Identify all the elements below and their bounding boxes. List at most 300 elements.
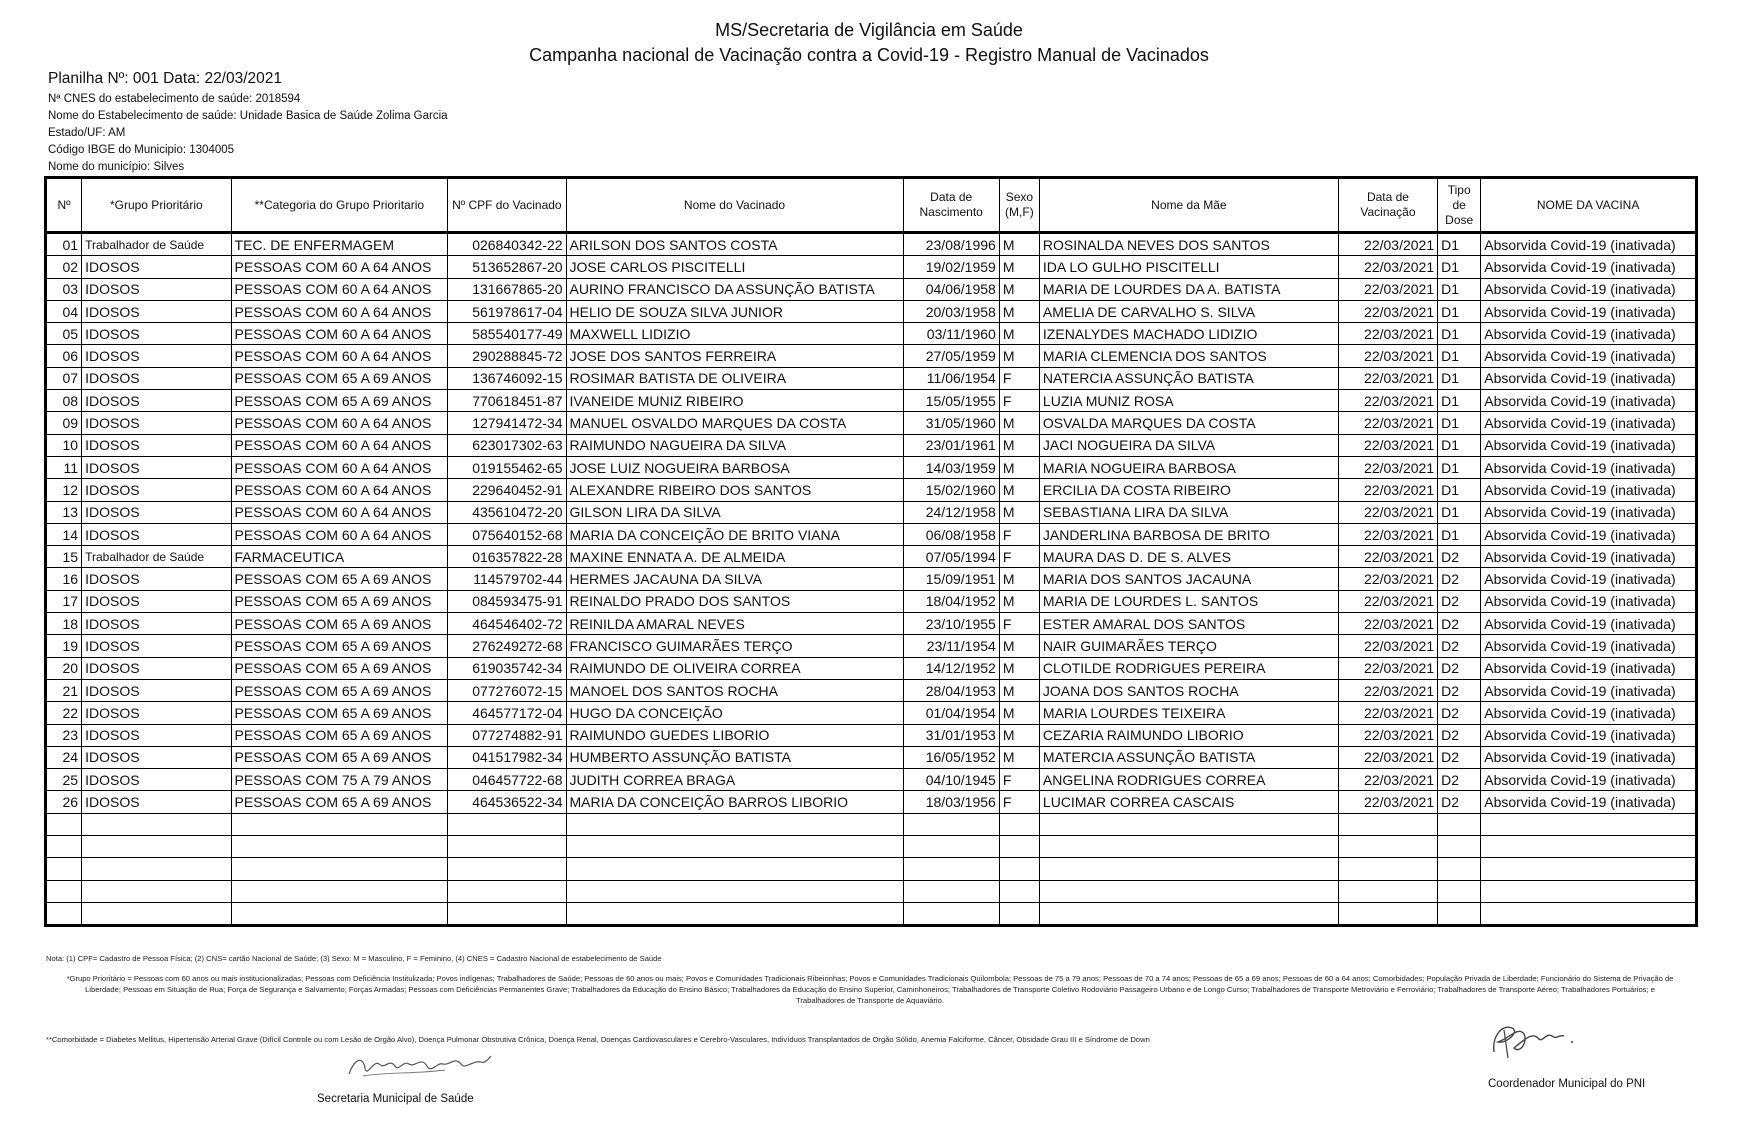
empty-cell	[903, 813, 999, 835]
cell-priority-group: IDOSOS	[82, 345, 231, 367]
cell-cpf: 016357822-28	[448, 546, 566, 568]
cell-sex: M	[999, 702, 1039, 724]
cell-priority-group: IDOSOS	[82, 501, 231, 523]
cell-priority-group: IDOSOS	[82, 523, 231, 545]
cell-mother-name: MARIA CLEMENCIA DOS SANTOS	[1039, 345, 1338, 367]
right-signature-icon	[1484, 1018, 1580, 1062]
cell-vaccinated-name: AURINO FRANCISCO DA ASSUNÇÃO BATISTA	[566, 278, 903, 300]
empty-cell	[46, 813, 82, 835]
table-row	[46, 233, 1697, 256]
cell-row-number: 08	[46, 390, 82, 412]
cell-dose-type: D1	[1438, 412, 1481, 434]
empty-cell	[46, 902, 82, 925]
empty-cell	[448, 902, 566, 925]
cell-birth-date: 07/05/1994	[903, 546, 999, 568]
cell-vaccinated-name: JOSE DOS SANTOS FERREIRA	[566, 345, 903, 367]
cell-dose-type: D2	[1438, 724, 1481, 746]
municipality-line: Nome do município: Silves	[48, 161, 185, 173]
empty-table-row	[46, 858, 1697, 880]
cell-vaccinated-name: MANOEL DOS SANTOS ROCHA	[566, 679, 903, 701]
table-row	[46, 479, 1697, 501]
right-signature-label: Coordenador Municipal do PNI	[1488, 1078, 1646, 1090]
empty-cell	[1438, 880, 1481, 902]
col-header-number: Nº	[46, 178, 82, 233]
cell-group-category: PESSOAS COM 65 A 69 ANOS	[231, 367, 448, 389]
cell-vaccination-date: 22/03/2021	[1338, 791, 1437, 813]
empty-cell	[1039, 836, 1338, 858]
cell-dose-type: D2	[1438, 769, 1481, 791]
cell-priority-group: IDOSOS	[82, 613, 231, 635]
table-row	[46, 635, 1697, 657]
empty-cell	[82, 813, 231, 835]
empty-cell	[231, 813, 448, 835]
table-row	[46, 746, 1697, 768]
table-row	[46, 323, 1697, 345]
cell-priority-group: IDOSOS	[82, 724, 231, 746]
cell-priority-group: IDOSOS	[82, 746, 231, 768]
cell-dose-type: D1	[1438, 523, 1481, 545]
cell-mother-name: LUCIMAR CORREA CASCAIS	[1039, 791, 1338, 813]
cell-vaccinated-name: ALEXANDRE RIBEIRO DOS SANTOS	[566, 479, 903, 501]
cell-group-category: PESSOAS COM 65 A 69 ANOS	[231, 657, 448, 679]
empty-cell	[231, 880, 448, 902]
cell-sex: M	[999, 300, 1039, 322]
cell-sex: F	[999, 613, 1039, 635]
cell-priority-group: IDOSOS	[82, 657, 231, 679]
cell-vaccinated-name: JUDITH CORREA BRAGA	[566, 769, 903, 791]
cell-priority-group: IDOSOS	[82, 300, 231, 322]
cell-dose-type: D2	[1438, 679, 1481, 701]
cell-priority-group: IDOSOS	[82, 568, 231, 590]
cell-row-number: 17	[46, 590, 82, 612]
cell-birth-date: 11/06/1954	[903, 367, 999, 389]
cell-vaccinated-name: RAIMUNDO NAGUEIRA DA SILVA	[566, 434, 903, 456]
empty-cell	[231, 858, 448, 880]
cell-vaccination-date: 22/03/2021	[1338, 479, 1437, 501]
cell-group-category: PESSOAS COM 60 A 64 ANOS	[231, 256, 448, 278]
cell-vaccination-date: 22/03/2021	[1338, 590, 1437, 612]
cell-birth-date: 14/12/1952	[903, 657, 999, 679]
cell-vaccine-name: Absorvida Covid-19 (inativada)	[1481, 390, 1697, 412]
cell-birth-date: 19/02/1959	[903, 256, 999, 278]
empty-cell	[903, 880, 999, 902]
empty-cell	[82, 858, 231, 880]
cell-vaccination-date: 22/03/2021	[1338, 679, 1437, 701]
cell-row-number: 03	[46, 278, 82, 300]
cell-birth-date: 15/09/1951	[903, 568, 999, 590]
cell-vaccination-date: 22/03/2021	[1338, 300, 1437, 322]
cell-vaccine-name: Absorvida Covid-19 (inativada)	[1481, 546, 1697, 568]
cell-birth-date: 23/11/1954	[903, 635, 999, 657]
cell-priority-group: IDOSOS	[82, 791, 231, 813]
cell-mother-name: JACI NOGUEIRA DA SILVA	[1039, 434, 1338, 456]
table-row	[46, 523, 1697, 545]
cell-group-category: TEC. DE ENFERMAGEM	[231, 233, 448, 256]
cell-birth-date: 14/03/1959	[903, 456, 999, 478]
cell-group-category: PESSOAS COM 65 A 69 ANOS	[231, 702, 448, 724]
cell-birth-date: 15/02/1960	[903, 479, 999, 501]
cell-dose-type: D2	[1438, 568, 1481, 590]
cell-vaccination-date: 22/03/2021	[1338, 434, 1437, 456]
cell-row-number: 09	[46, 412, 82, 434]
cell-sex: F	[999, 769, 1039, 791]
cell-dose-type: D1	[1438, 233, 1481, 256]
cell-vaccinated-name: JOSE CARLOS PISCITELLI	[566, 256, 903, 278]
empty-cell	[999, 836, 1039, 858]
empty-cell	[1481, 880, 1697, 902]
cell-birth-date: 01/04/1954	[903, 702, 999, 724]
cell-sex: F	[999, 367, 1039, 389]
cell-sex: M	[999, 456, 1039, 478]
cell-mother-name: ROSINALDA NEVES DOS SANTOS	[1039, 233, 1338, 256]
col-header-birth-date: Data de Nascimento	[903, 178, 999, 233]
document-subtitle: Campanha nacional de Vacinação contra a Covid-19 - Registro Manual de Vacinados	[529, 45, 1209, 65]
cell-row-number: 10	[46, 434, 82, 456]
cell-row-number: 19	[46, 635, 82, 657]
cell-sex: M	[999, 479, 1039, 501]
empty-cell	[903, 836, 999, 858]
empty-cell	[1438, 858, 1481, 880]
empty-cell	[1338, 858, 1437, 880]
cell-birth-date: 18/03/1956	[903, 791, 999, 813]
cell-cpf: 131667865-20	[448, 278, 566, 300]
cell-priority-group: IDOSOS	[82, 390, 231, 412]
cell-cpf: 026840342-22	[448, 233, 566, 256]
footnote-priority-groups: *Grupo Prioritário = Pessoas com 60 anos ou mais institucionalizadas; Pessoas com Deficiência Institulizada; Povos indígenas; Trabalhadores de Saúde; Pessoas de 60 anos ou mais; Povos e Comunidades Tradicionais Ribeirinhas; Povos e Comunidades Tradicionais Quilombola; Pessoas de 75 a 79 anos; Pessoas de 70 a 74 anos; Pessoas de 65 a 69 anos; Pessoas de 60 a 64 anos; Comorbidades; População Privada de Liberdade; Funcionário do Sistema de Privação de Liberdade; Pessoas em Situação de Rua; Força de Segurança e Salvamento; Forças Armadas; Pessoas com Deficiências Permanentes Grave; Trabalhadores da Educação do Ensino Básico; Trabalhadores da Educação do Ensino Superior, Caminhoneiros; Trabalhadores de Transporte Coletivo Rodoviário Passageiro Urbano e de Longo Curso; Trabalhadores de Transporte Metroviário e Ferroviário; Trabalhadores de Transporte Aéreo; Trabalhadores Portuários; e Trabalhadores de Transporte de Aquaviário.	[66, 974, 1674, 1005]
cell-dose-type: D2	[1438, 613, 1481, 635]
empty-cell	[999, 858, 1039, 880]
cell-vaccination-date: 22/03/2021	[1338, 746, 1437, 768]
table-row	[46, 702, 1697, 724]
empty-cell	[1338, 813, 1437, 835]
cell-row-number: 06	[46, 345, 82, 367]
cell-row-number: 22	[46, 702, 82, 724]
cell-priority-group: IDOSOS	[82, 278, 231, 300]
table-row	[46, 769, 1697, 791]
cell-cpf: 276249272-68	[448, 635, 566, 657]
cell-group-category: PESSOAS COM 60 A 64 ANOS	[231, 345, 448, 367]
cell-mother-name: ERCILIA DA COSTA RIBEIRO	[1039, 479, 1338, 501]
cell-mother-name: MARIA DE LOURDES DA A. BATISTA	[1039, 278, 1338, 300]
cell-cpf: 435610472-20	[448, 501, 566, 523]
table-row	[46, 390, 1697, 412]
cell-cpf: 114579702-44	[448, 568, 566, 590]
cell-dose-type: D1	[1438, 367, 1481, 389]
cell-row-number: 05	[46, 323, 82, 345]
cell-group-category: PESSOAS COM 60 A 64 ANOS	[231, 412, 448, 434]
cell-birth-date: 23/08/1996	[903, 233, 999, 256]
cell-priority-group: IDOSOS	[82, 590, 231, 612]
cell-sex: M	[999, 590, 1039, 612]
empty-cell	[1039, 813, 1338, 835]
cell-mother-name: OSVALDA MARQUES DA COSTA	[1039, 412, 1338, 434]
cell-dose-type: D2	[1438, 546, 1481, 568]
cell-mother-name: ANGELINA RODRIGUES CORREA	[1039, 769, 1338, 791]
empty-cell	[566, 836, 903, 858]
cell-sex: M	[999, 278, 1039, 300]
cell-vaccine-name: Absorvida Covid-19 (inativada)	[1481, 769, 1697, 791]
cell-priority-group: Trabalhador de Saúde	[82, 546, 231, 568]
empty-cell	[448, 813, 566, 835]
cell-vaccine-name: Absorvida Covid-19 (inativada)	[1481, 724, 1697, 746]
cell-cpf: 623017302-63	[448, 434, 566, 456]
table-row	[46, 345, 1697, 367]
cell-group-category: PESSOAS COM 65 A 69 ANOS	[231, 613, 448, 635]
cell-mother-name: SEBASTIANA LIRA DA SILVA	[1039, 501, 1338, 523]
cell-cpf: 229640452-91	[448, 479, 566, 501]
cell-group-category: PESSOAS COM 60 A 64 ANOS	[231, 501, 448, 523]
planilha-number-date: Planilha Nº: 001 Data: 22/03/2021	[48, 70, 283, 87]
cell-group-category: PESSOAS COM 75 A 79 ANOS	[231, 769, 448, 791]
cell-group-category: PESSOAS COM 65 A 69 ANOS	[231, 635, 448, 657]
cell-sex: M	[999, 501, 1039, 523]
cell-dose-type: D1	[1438, 390, 1481, 412]
cell-row-number: 01	[46, 233, 82, 256]
cell-vaccinated-name: RAIMUNDO DE OLIVEIRA CORREA	[566, 657, 903, 679]
cell-mother-name: NATERCIA ASSUNÇÃO BATISTA	[1039, 367, 1338, 389]
cell-mother-name: MARIA LOURDES TEIXEIRA	[1039, 702, 1338, 724]
cell-vaccine-name: Absorvida Covid-19 (inativada)	[1481, 746, 1697, 768]
cell-vaccine-name: Absorvida Covid-19 (inativada)	[1481, 278, 1697, 300]
cell-cpf: 561978617-04	[448, 300, 566, 322]
cell-birth-date: 28/04/1953	[903, 679, 999, 701]
cell-sex: F	[999, 523, 1039, 545]
cell-vaccine-name: Absorvida Covid-19 (inativada)	[1481, 613, 1697, 635]
cell-sex: M	[999, 412, 1039, 434]
cell-birth-date: 18/04/1952	[903, 590, 999, 612]
cell-group-category: PESSOAS COM 65 A 69 ANOS	[231, 791, 448, 813]
cell-cpf: 619035742-34	[448, 657, 566, 679]
cell-vaccinated-name: FRANCISCO GUIMARÃES TERÇO	[566, 635, 903, 657]
cell-dose-type: D2	[1438, 702, 1481, 724]
cell-vaccination-date: 22/03/2021	[1338, 345, 1437, 367]
cell-mother-name: MARIA NOGUEIRA BARBOSA	[1039, 456, 1338, 478]
table-row	[46, 434, 1697, 456]
cell-cpf: 075640152-68	[448, 523, 566, 545]
cell-priority-group: IDOSOS	[82, 769, 231, 791]
cell-mother-name: AMELIA DE CARVALHO S. SILVA	[1039, 300, 1338, 322]
cell-mother-name: ESTER AMARAL DOS SANTOS	[1039, 613, 1338, 635]
empty-cell	[1338, 902, 1437, 925]
empty-table-row	[46, 902, 1697, 925]
cell-group-category: FARMACEUTICA	[231, 546, 448, 568]
col-header-vaccine-name: NOME DA VACINA	[1481, 178, 1697, 233]
cell-vaccination-date: 22/03/2021	[1338, 501, 1437, 523]
document-title: MS/Secretaria de Vigilância em Saúde	[715, 20, 1023, 40]
empty-cell	[1438, 813, 1481, 835]
cell-dose-type: D2	[1438, 590, 1481, 612]
table-row	[46, 679, 1697, 701]
col-header-priority-group: *Grupo Prioritário	[82, 178, 231, 233]
col-header-dose-type: Tipo de Dose	[1438, 178, 1481, 233]
cell-mother-name: MAURA DAS D. DE S. ALVES	[1039, 546, 1338, 568]
col-header-vaccinated-name: Nome do Vacinado	[566, 178, 903, 233]
empty-cell	[46, 880, 82, 902]
establishment-name-line: Nome do Estabelecimento de saúde: Unidade Basica de Saúde Zolima Garcia	[48, 110, 448, 122]
table-row	[46, 412, 1697, 434]
cell-mother-name: JOANA DOS SANTOS ROCHA	[1039, 679, 1338, 701]
cell-vaccinated-name: HUMBERTO ASSUNÇÃO BATISTA	[566, 746, 903, 768]
table-row	[46, 300, 1697, 322]
cell-row-number: 16	[46, 568, 82, 590]
vaccination-register-table	[44, 176, 1698, 927]
cell-vaccinated-name: MAXINE ENNATA A. DE ALMEIDA	[566, 546, 903, 568]
cell-cpf: 077274882-91	[448, 724, 566, 746]
cell-dose-type: D1	[1438, 434, 1481, 456]
cell-cpf: 585540177-49	[448, 323, 566, 345]
cell-dose-type: D2	[1438, 746, 1481, 768]
cell-vaccinated-name: IVANEIDE MUNIZ RIBEIRO	[566, 390, 903, 412]
cell-group-category: PESSOAS COM 60 A 64 ANOS	[231, 434, 448, 456]
cell-priority-group: IDOSOS	[82, 434, 231, 456]
cell-vaccination-date: 22/03/2021	[1338, 523, 1437, 545]
empty-cell	[566, 880, 903, 902]
empty-cell	[999, 813, 1039, 835]
cell-mother-name: CEZARIA RAIMUNDO LIBORIO	[1039, 724, 1338, 746]
empty-cell	[46, 858, 82, 880]
establishment-info	[48, 91, 448, 176]
cell-vaccinated-name: HUGO DA CONCEIÇÃO	[566, 702, 903, 724]
empty-cell	[1438, 836, 1481, 858]
cell-birth-date: 23/01/1961	[903, 434, 999, 456]
empty-cell	[999, 880, 1039, 902]
empty-cell	[1338, 836, 1437, 858]
cell-vaccine-name: Absorvida Covid-19 (inativada)	[1481, 233, 1697, 256]
cell-row-number: 14	[46, 523, 82, 545]
cell-birth-date: 15/05/1955	[903, 390, 999, 412]
cell-priority-group: IDOSOS	[82, 323, 231, 345]
footnote-abbreviations: Nota: (1) CPF= Cadastro de Pessoa Física; (2) CNS= cartão Nacional de Saúde; (3) Sexo: M = Masculino, F = Feminino, (4) CNES = Cadastro Nacional de estabelecimento de Saúde	[46, 954, 662, 963]
cell-mother-name: IDA LO GULHO PISCITELLI	[1039, 256, 1338, 278]
cell-vaccinated-name: RAIMUNDO GUEDES LIBORIO	[566, 724, 903, 746]
cnes-line: Nª CNES do estabelecimento de saúde: 2018594	[48, 93, 301, 105]
cell-mother-name: CLOTILDE RODRIGUES PEREIRA	[1039, 657, 1338, 679]
cell-sex: M	[999, 345, 1039, 367]
cell-group-category: PESSOAS COM 60 A 64 ANOS	[231, 456, 448, 478]
cell-vaccination-date: 22/03/2021	[1338, 769, 1437, 791]
empty-cell	[566, 902, 903, 925]
cell-vaccine-name: Absorvida Covid-19 (inativada)	[1481, 456, 1697, 478]
cell-vaccination-date: 22/03/2021	[1338, 367, 1437, 389]
cell-sex: F	[999, 390, 1039, 412]
cell-vaccine-name: Absorvida Covid-19 (inativada)	[1481, 323, 1697, 345]
empty-cell	[1481, 813, 1697, 835]
cell-row-number: 20	[46, 657, 82, 679]
cell-mother-name: IZENALYDES MACHADO LIDIZIO	[1039, 323, 1338, 345]
cell-sex: M	[999, 434, 1039, 456]
cell-dose-type: D1	[1438, 278, 1481, 300]
cell-priority-group: IDOSOS	[82, 702, 231, 724]
cell-cpf: 290288845-72	[448, 345, 566, 367]
empty-cell	[999, 902, 1039, 925]
cell-sex: M	[999, 679, 1039, 701]
cell-birth-date: 20/03/1958	[903, 300, 999, 322]
state-line: Estado/UF: AM	[48, 127, 126, 139]
empty-cell	[1481, 902, 1697, 925]
cell-vaccination-date: 22/03/2021	[1338, 568, 1437, 590]
empty-table-row	[46, 836, 1697, 858]
cell-cpf: 770618451-87	[448, 390, 566, 412]
cell-birth-date: 31/05/1960	[903, 412, 999, 434]
cell-row-number: 26	[46, 791, 82, 813]
cell-priority-group: IDOSOS	[82, 412, 231, 434]
table-row	[46, 367, 1697, 389]
cell-vaccinated-name: MANUEL OSVALDO MARQUES DA COSTA	[566, 412, 903, 434]
cell-mother-name: JANDERLINA BARBOSA DE BRITO	[1039, 523, 1338, 545]
cell-vaccinated-name: HELIO DE SOUZA SILVA JUNIOR	[566, 300, 903, 322]
cell-row-number: 15	[46, 546, 82, 568]
cell-vaccinated-name: HERMES JACAUNA DA SILVA	[566, 568, 903, 590]
cell-row-number: 21	[46, 679, 82, 701]
cell-vaccination-date: 22/03/2021	[1338, 278, 1437, 300]
cell-vaccine-name: Absorvida Covid-19 (inativada)	[1481, 300, 1697, 322]
empty-cell	[1481, 858, 1697, 880]
ibge-code-line: Código IBGE do Municipio: 1304005	[48, 144, 235, 156]
cell-vaccination-date: 22/03/2021	[1338, 635, 1437, 657]
cell-birth-date: 04/06/1958	[903, 278, 999, 300]
left-signature-label: Secretaria Municipal de Saúde	[317, 1093, 474, 1105]
cell-vaccine-name: Absorvida Covid-19 (inativada)	[1481, 434, 1697, 456]
empty-cell	[448, 880, 566, 902]
cell-group-category: PESSOAS COM 65 A 69 ANOS	[231, 724, 448, 746]
cell-vaccination-date: 22/03/2021	[1338, 657, 1437, 679]
cell-vaccinated-name: ROSIMAR BATISTA DE OLIVEIRA	[566, 367, 903, 389]
cell-vaccination-date: 22/03/2021	[1338, 613, 1437, 635]
cell-dose-type: D2	[1438, 791, 1481, 813]
cell-sex: M	[999, 568, 1039, 590]
cell-vaccine-name: Absorvida Covid-19 (inativada)	[1481, 590, 1697, 612]
cell-vaccinated-name: MARIA DA CONCEIÇÃO DE BRITO VIANA	[566, 523, 903, 545]
cell-vaccine-name: Absorvida Covid-19 (inativada)	[1481, 256, 1697, 278]
cell-dose-type: D2	[1438, 657, 1481, 679]
cell-dose-type: D1	[1438, 479, 1481, 501]
cell-dose-type: D1	[1438, 300, 1481, 322]
cell-sex: M	[999, 657, 1039, 679]
cell-vaccinated-name: REINILDA AMARAL NEVES	[566, 613, 903, 635]
cell-birth-date: 04/10/1945	[903, 769, 999, 791]
cell-vaccine-name: Absorvida Covid-19 (inativada)	[1481, 501, 1697, 523]
cell-group-category: PESSOAS COM 60 A 64 ANOS	[231, 300, 448, 322]
table-row	[46, 590, 1697, 612]
cell-birth-date: 24/12/1958	[903, 501, 999, 523]
cell-row-number: 23	[46, 724, 82, 746]
empty-cell	[46, 836, 82, 858]
cell-sex: M	[999, 635, 1039, 657]
cell-cpf: 513652867-20	[448, 256, 566, 278]
cell-vaccinated-name: GILSON LIRA DA SILVA	[566, 501, 903, 523]
cell-sex: M	[999, 724, 1039, 746]
cell-vaccinated-name: MAXWELL LIDIZIO	[566, 323, 903, 345]
cell-sex: M	[999, 256, 1039, 278]
cell-vaccine-name: Absorvida Covid-19 (inativada)	[1481, 657, 1697, 679]
empty-cell	[1039, 880, 1338, 902]
col-header-sex: Sexo (M,F)	[999, 178, 1039, 233]
empty-cell	[448, 858, 566, 880]
cell-group-category: PESSOAS COM 60 A 64 ANOS	[231, 323, 448, 345]
empty-cell	[1039, 902, 1338, 925]
cell-cpf: 136746092-15	[448, 367, 566, 389]
cell-vaccination-date: 22/03/2021	[1338, 390, 1437, 412]
cell-group-category: PESSOAS COM 65 A 69 ANOS	[231, 746, 448, 768]
cell-row-number: 12	[46, 479, 82, 501]
cell-vaccination-date: 22/03/2021	[1338, 456, 1437, 478]
cell-vaccine-name: Absorvida Covid-19 (inativada)	[1481, 791, 1697, 813]
cell-vaccination-date: 22/03/2021	[1338, 323, 1437, 345]
table-row	[46, 613, 1697, 635]
cell-mother-name: LUZIA MUNIZ ROSA	[1039, 390, 1338, 412]
cell-birth-date: 16/05/1952	[903, 746, 999, 768]
table-row	[46, 724, 1697, 746]
